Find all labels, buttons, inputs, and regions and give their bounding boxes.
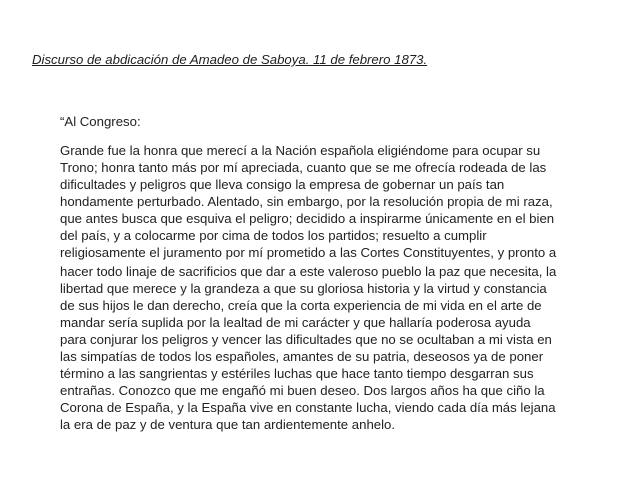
text-line: Trono; honra tanto más por mí apreciada, cuanto que se me ofrecía rodeada de las [60,160,547,175]
text-line: Grande fue la honra que merecí a la Nación española eligiéndome para ocupar su [60,143,541,158]
paragraph-2 [60,263,556,433]
text-line: hacer todo linaje de sacrificios que dar a este valeroso pueblo la paz que necesita, la [60,264,557,279]
text-line: la era de paz y de ventura que tan ardientemente anhelo. [60,417,396,432]
document-title: Discurso de abdicación de Amadeo de Saboya. 11 de febrero 1873. [32,52,428,67]
text-line: para conjurar los peligros y vencer las dificultades que no se ocultaban a mi vista en [60,332,552,347]
text-line: término a las sangrientas y estériles luchas que hace tanto tiempo desgarran sus [60,366,534,381]
text-line: Corona de España, y la España vive en constante lucha, viendo cada día más lejana [60,400,556,415]
text-line: hondamente perturbado. Alentado, sin embargo, por la resolución propia de mi raza, [60,194,553,209]
text-line: mandar sería suplida por la lealtad de mi carácter y que hallaría poderosa ayuda [60,315,531,330]
paragraph-1 [60,142,556,261]
text-line: del país, y a colocarme por cima de todos los partidos; resuelto a cumplir [60,228,487,243]
salutation: “Al Congreso: [60,114,141,129]
text-line: dificultades y peligros que lleva consigo la empresa de gobernar un país tan [60,177,505,192]
text-line: religiosamente el juramento por mí prometido a las Cortes Constituyentes, y pronto a [60,245,557,260]
text-line: las simpatías de todos los españoles, amantes de su patria, deseosos ya de poner [60,349,544,364]
text-line: que antes busca que esquiva el peligro; decidido a inspirarme únicamente en el bien [60,211,555,226]
text-line: de sus hijos le dan derecho, creía que la corta experiencia de mi vida en el arte de [60,298,542,313]
text-line: libertad que merece y la grandeza a que su gloriosa historia y la virtud y constancia [60,281,547,296]
text-line: entrañas. Conozco que me engañó mi buen deseo. Dos largos años ha que ciño la [60,383,545,398]
